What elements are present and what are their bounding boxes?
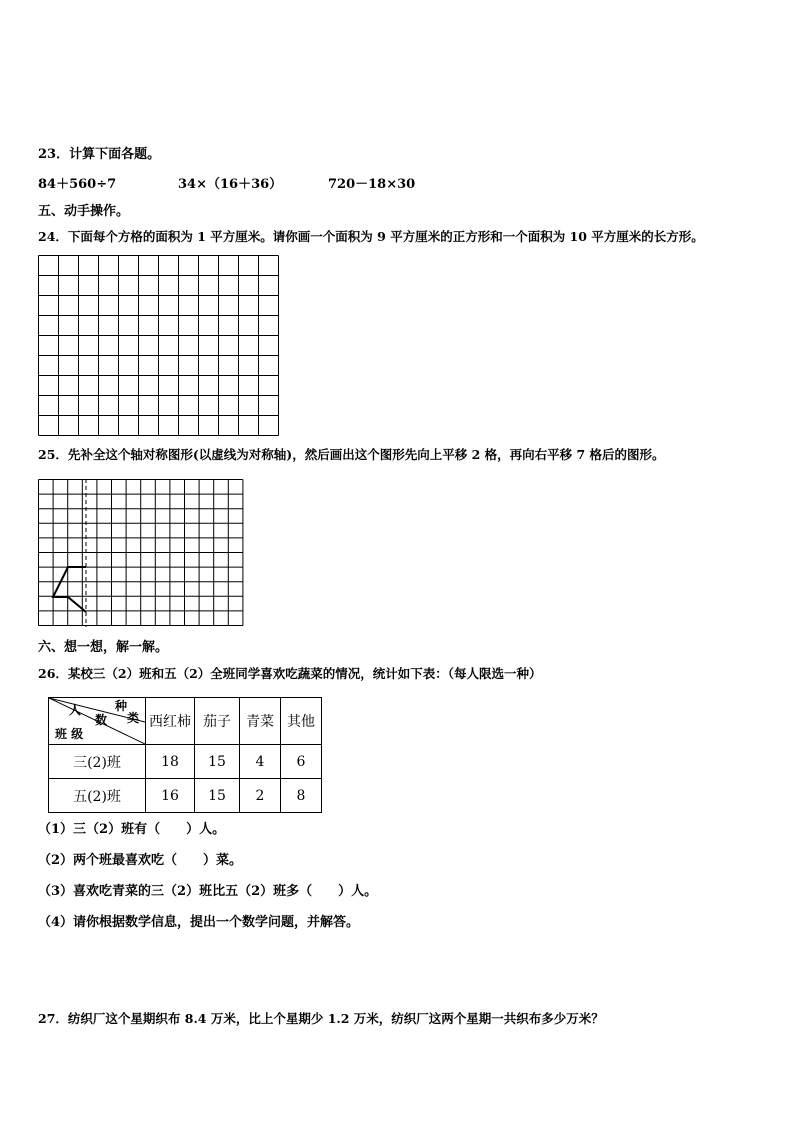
grid-lines — [39, 256, 279, 436]
table-cell: 8 — [281, 779, 322, 813]
q24-title: 24．下面每个方格的面积为 1 平方厘米。请你画一个面积为 9 平方厘米的正方形和一个面积为 10 平方厘米的长方形。 — [38, 229, 704, 244]
column-header: 西红柿 — [146, 698, 195, 745]
q27-title: 27．纺织厂这个星期织布 8.4 万米，比上个星期少 1.2 万米，纺织厂这两个星期一共织布多少万米？ — [38, 1011, 604, 1026]
table-row — [49, 745, 322, 779]
q23-expression: 34×（16＋36） — [178, 177, 283, 192]
table-cell: 4 — [240, 745, 281, 779]
q26-title: 26．某校三（2）班和五（2）全班同学喜欢吃蔬菜的情况，统计如下表：（每人限选一种） — [38, 666, 542, 681]
q23-expression: 720－18×30 — [328, 177, 416, 192]
row-label: 三(2)班 — [49, 745, 146, 779]
column-header: 青菜 — [240, 698, 281, 745]
q26-subquestion: （1）三（2）班有（ ）人。 — [38, 822, 226, 837]
q25-symmetry-grid[interactable] — [38, 479, 244, 627]
diagonal-header-cell — [49, 698, 146, 745]
header-label: 班 级 — [55, 727, 84, 741]
column-header: 茄子 — [195, 698, 240, 745]
section-six-title: 六、想一想，解一解。 — [38, 640, 169, 655]
table-cell: 15 — [195, 779, 240, 813]
half-figure-outline — [53, 567, 86, 612]
grid-lines — [39, 480, 243, 626]
header-label: 种 — [115, 699, 128, 713]
q26-subquestion: （4）请你根据数学信息，提出一个数学问题，并解答。 — [38, 915, 360, 930]
q23-expression: 84＋560÷7 — [38, 177, 117, 192]
header-label: 人 — [69, 703, 82, 717]
row-label: 五(2)班 — [49, 779, 146, 813]
q23-title: 23．计算下面各题。 — [38, 147, 161, 162]
q26-subquestion: （2）两个班最喜欢吃（ ）菜。 — [38, 853, 243, 868]
section-five-title: 五、动手操作。 — [38, 204, 130, 219]
q25-title: 25．先补全这个轴对称图形(以虚线为对称轴)，然后画出这个图形先向上平移 2 格，再向右平移 7 格后的图形。 — [38, 447, 665, 462]
header-label: 数 — [95, 713, 108, 727]
q26-subquestion: （3）喜欢吃青菜的三（2）班比五（2）班多（ ）人。 — [38, 884, 378, 899]
table-header-row — [49, 698, 322, 745]
table-cell: 2 — [240, 779, 281, 813]
column-header: 其他 — [281, 698, 322, 745]
table-cell: 6 — [281, 745, 322, 779]
table-row — [49, 779, 322, 813]
header-label: 类 — [127, 711, 140, 725]
table-cell: 15 — [195, 745, 240, 779]
q24-square-grid[interactable] — [38, 255, 281, 438]
vegetable-statistics-table — [48, 697, 322, 813]
table-cell: 16 — [146, 779, 195, 813]
table-cell: 18 — [146, 745, 195, 779]
